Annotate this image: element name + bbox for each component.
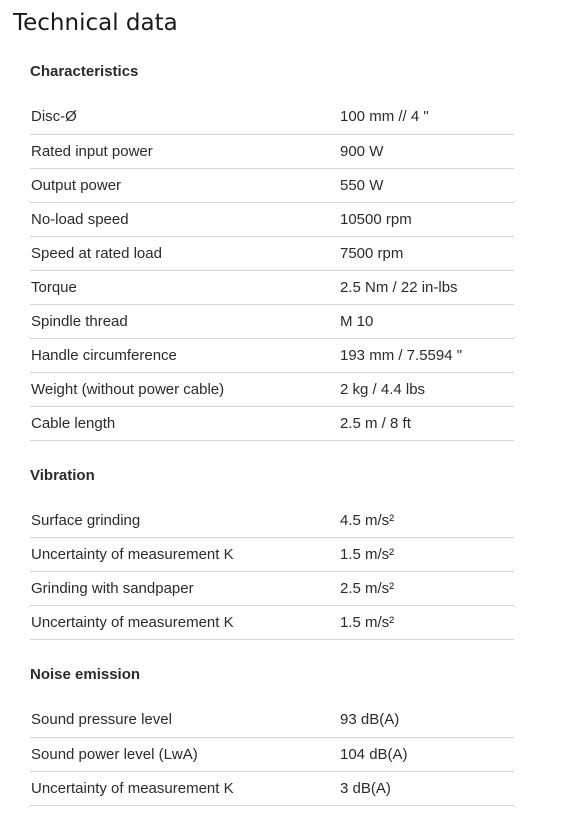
table-row — [30, 771, 514, 805]
noise-emission-table — [30, 703, 514, 806]
spec-value: 550 W — [340, 168, 514, 202]
table-row — [30, 737, 514, 771]
table-row — [30, 202, 514, 236]
spec-value: 4.5 m/s² — [340, 504, 514, 538]
table-row — [30, 538, 514, 572]
spec-value: 2.5 m / 8 ft — [340, 406, 514, 440]
spec-value: 2.5 m/s² — [340, 572, 514, 606]
spec-value: 100 mm // 4 " — [340, 100, 514, 134]
table-row — [30, 168, 514, 202]
section-heading-vibration: Vibration — [30, 466, 95, 484]
table-row — [30, 270, 514, 304]
spec-value: 193 mm / 7.5594 " — [340, 338, 514, 372]
spec-label: No-load speed — [30, 202, 340, 236]
vibration-table — [30, 504, 514, 641]
spec-label: Weight (without power cable) — [30, 372, 340, 406]
table-row — [30, 100, 514, 134]
section-heading-characteristics: Characteristics — [30, 63, 139, 80]
spec-label: Rated input power — [30, 134, 340, 168]
table-row — [30, 703, 514, 737]
section-heading-noise-emission: Noise emission — [30, 666, 141, 683]
spec-value: 2 kg / 4.4 lbs — [340, 372, 514, 406]
table-row — [30, 134, 514, 168]
table-row — [30, 304, 514, 338]
technical-data-specs — [30, 58, 514, 806]
spec-value: 10500 rpm — [340, 202, 514, 236]
spec-value: 900 W — [340, 134, 514, 168]
table-row — [30, 236, 514, 270]
spec-label: Handle circumference — [30, 338, 340, 372]
spec-label: Sound power level (LwA) — [30, 737, 340, 771]
spec-label: Torque — [30, 270, 340, 304]
table-row — [30, 572, 514, 606]
spec-value: 1.5 m/s² — [340, 606, 514, 640]
spec-value: M 10 — [340, 304, 514, 338]
spec-label: Disc-Ø — [30, 100, 340, 134]
page-title: Technical data — [13, 10, 178, 36]
spec-label: Cable length — [30, 406, 340, 440]
spec-value: 104 dB(A) — [340, 737, 514, 771]
spec-label: Speed at rated load — [30, 236, 340, 270]
table-row — [30, 338, 514, 372]
spec-label: Uncertainty of measurement K — [30, 771, 340, 805]
spec-label: Grinding with sandpaper — [30, 572, 340, 606]
spec-label: Output power — [30, 168, 340, 202]
spec-value: 1.5 m/s² — [340, 538, 514, 572]
spec-label: Surface grinding — [30, 504, 340, 538]
table-row — [30, 406, 514, 440]
spec-value: 7500 rpm — [340, 236, 514, 270]
table-row — [30, 504, 514, 538]
spec-label: Sound pressure level — [30, 703, 340, 737]
characteristics-table — [30, 100, 514, 441]
spec-label: Spindle thread — [30, 304, 340, 338]
spec-label: Uncertainty of measurement K — [30, 538, 340, 572]
spec-label: Uncertainty of measurement K — [30, 606, 340, 640]
table-row — [30, 606, 514, 640]
spec-value: 2.5 Nm / 22 in-lbs — [340, 270, 514, 304]
spec-value: 3 dB(A) — [340, 771, 514, 805]
table-row — [30, 372, 514, 406]
spec-value: 93 dB(A) — [340, 703, 514, 737]
